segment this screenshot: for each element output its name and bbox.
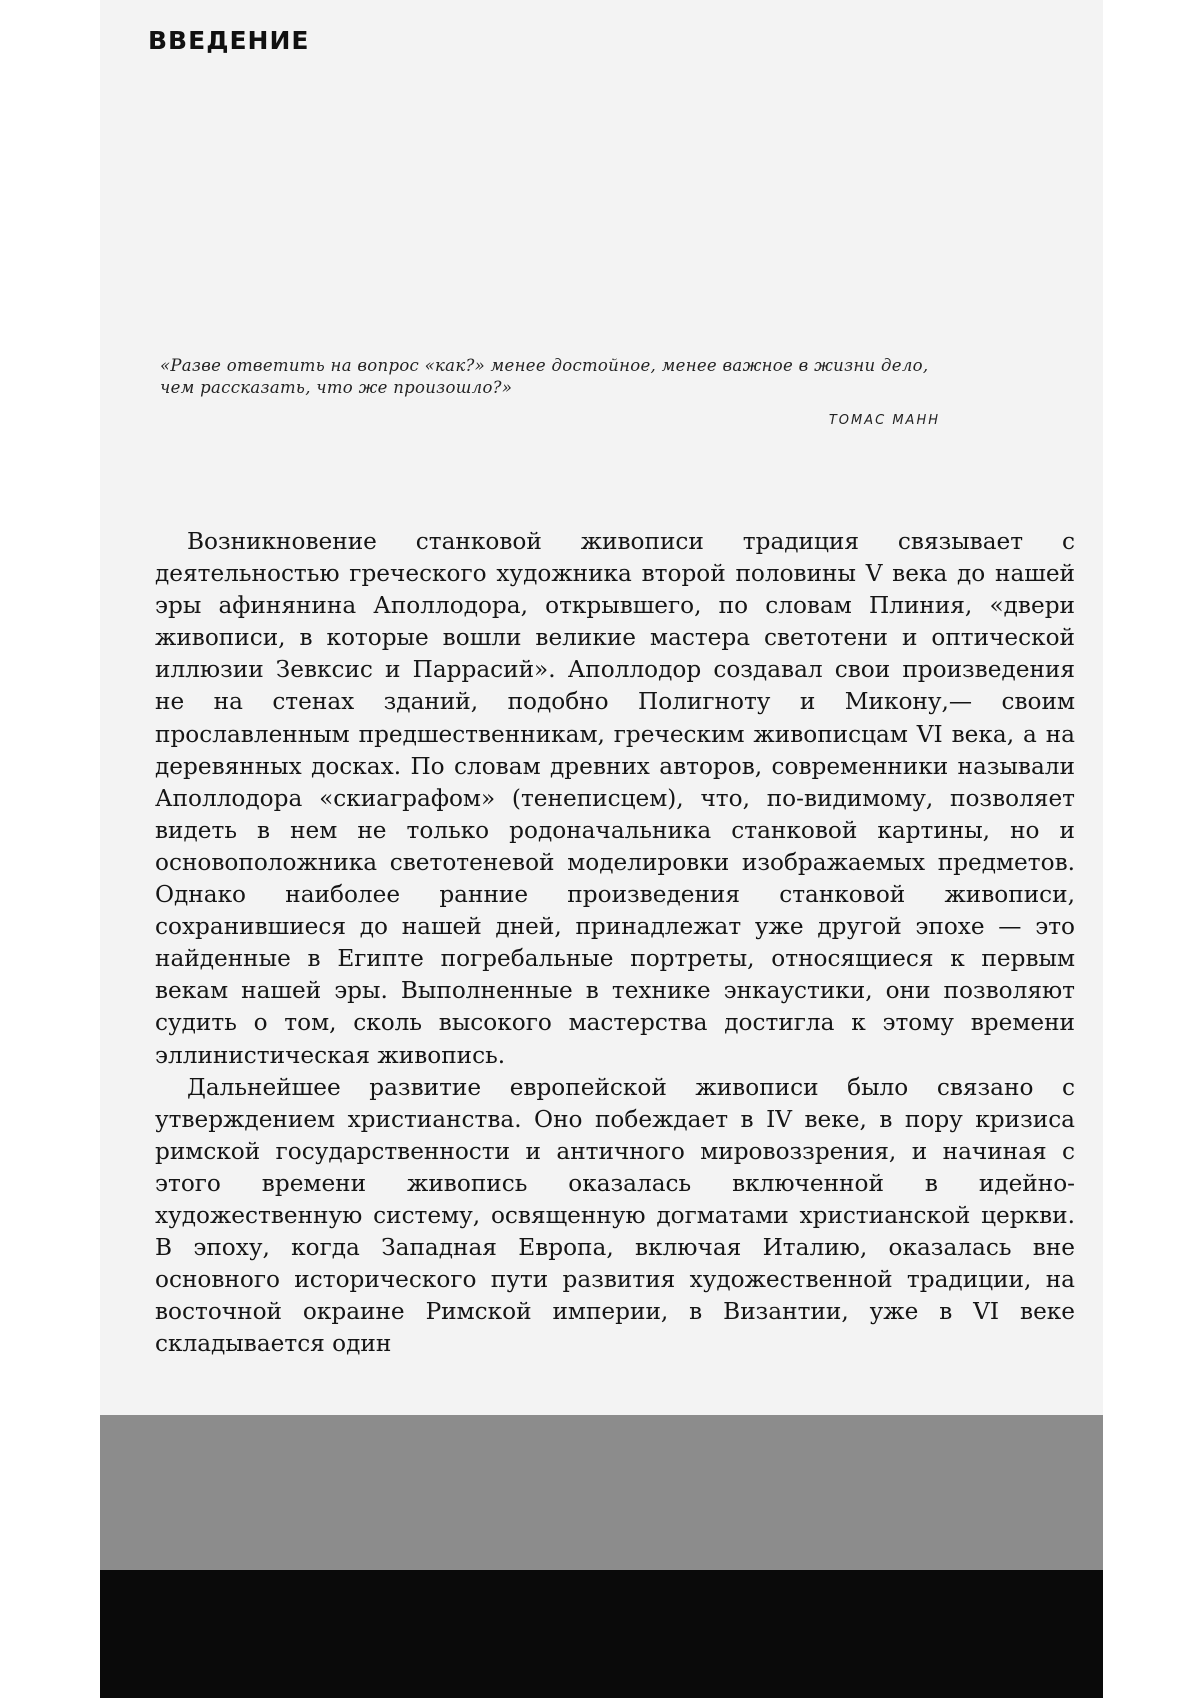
body-text [155, 526, 1075, 1360]
scanned-page [100, 0, 1103, 1415]
right-margin [1103, 0, 1200, 1698]
gray-overlay-band [100, 1415, 1103, 1570]
epigraph-author: ТОМАС МАНН [828, 413, 940, 428]
paragraph-1: Возникновение станковой живописи традиция связывает с деятельностью греческого художника второй половины V века до нашей эры афинянина Аполлодора, открывшего, по словам Плиния, «двери живописи, в которые вошли великие мастера светотени и оптической иллюзии Зевксис и Паррасий». Аполлодор создавал свои произведения не на стенах зданий, подобно Полигноту и Микону,— своим прославленным предшественникам, греческим живописцам VI века, а на деревянных досках. По словам древних авторов, современники называли Аполлодора «скиаграфом» (тенеписцем), что, по-видимому, позволяет видеть в нем не только родоначальника станковой картины, но и основоположника светотеневой моделировки изображаемых предметов. Однако наиболее ранние произведения станковой живописи, сохранившиеся до нашей дней, принадлежат уже другой эпохе — это найденные в Египте погребальные портреты, относящиеся к первым векам нашей эры. Выполненные в технике энкаустики, они позволяют судить о том, сколь высокого мастерства достигла к этому времени эллинистическая живопись. [155, 528, 1075, 1069]
epigraph-text: «Разве ответить на вопрос «как?» менее достойное, менее важное в жизни дело, чем рассказать, что же произошло?» [160, 356, 929, 397]
left-margin [0, 0, 100, 1698]
epigraph [160, 355, 940, 428]
chapter-title: ВВЕДЕНИЕ [148, 26, 310, 55]
paragraph-2: Дальнейшее развитие европейской живописи было связано с утверждением христианства. Оно побеждает в IV веке, в пору кризиса римской государственности и античного мировоззрения, и начиная с этого времени живопись оказалась включенной в идейно-художественную систему, освященную догматами христианской церкви. В эпоху, когда Западная Европа, включая Италию, оказалась вне основного исторического пути развития художественной традиции, на восточной окраине Римской империи, в Византии, уже в VI веке складывается один [155, 1073, 1075, 1358]
black-bottom-band [100, 1570, 1103, 1698]
